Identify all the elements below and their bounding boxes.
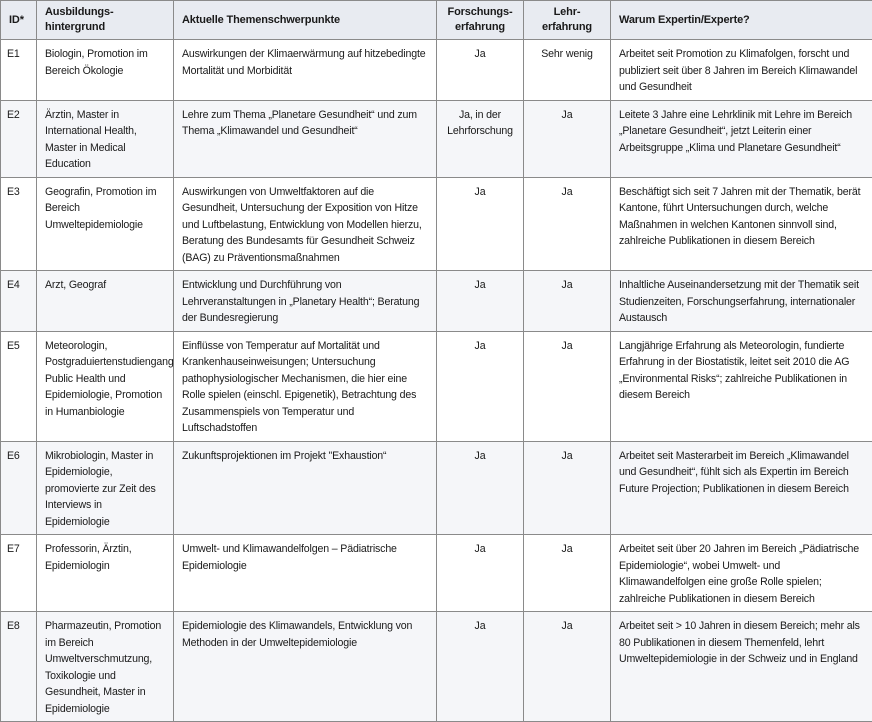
cell-id: E6 xyxy=(1,441,37,535)
cell-research: Ja xyxy=(437,612,524,722)
cell-research: Ja, in der Lehrforschung xyxy=(437,100,524,177)
cell-topics: Einflüsse von Temperatur auf Mortalität und Krankenhauseinweisungen; Untersuchung pathophysiologischer Mechanismen, die hier eine Rolle spielen (einschl. Epigenetik), Betrachtung des Zusammenspiels von Temperatur und Luftschadstoffen xyxy=(174,331,437,441)
cell-background: Pharmazeutin, Promotion im Bereich Umweltverschmutzung, Toxikologie und Gesundheit, Master in Epidemiologie xyxy=(37,612,174,722)
cell-background: Professorin, Ärztin, Epidemiologin xyxy=(37,535,174,612)
header-topics: Aktuelle Themenschwerpunkte xyxy=(174,1,437,40)
cell-research: Ja xyxy=(437,40,524,101)
cell-topics: Auswirkungen der Klimaerwärmung auf hitzebedingte Mortalität und Morbidität xyxy=(174,40,437,101)
cell-topics: Entwicklung und Durchführung von Lehrveranstaltungen in „Planetary Health“; Beratung der Bundesregierung xyxy=(174,271,437,332)
header-id: ID* xyxy=(1,1,37,40)
cell-teaching: Ja xyxy=(524,177,611,271)
header-row xyxy=(1,1,872,40)
cell-why: Inhaltliche Auseinandersetzung mit der Thematik seit Studienzeiten, Forschungserfahrung, internationaler Austausch xyxy=(611,271,872,332)
cell-id: E1 xyxy=(1,40,37,101)
cell-why: Arbeitet seit Masterarbeit im Bereich „Klimawandel und Gesundheit“, fühlt sich als Expertin im Bereich Future Projection; Publikationen in diesem Bereich xyxy=(611,441,872,535)
table-header xyxy=(1,1,872,40)
cell-teaching: Ja xyxy=(524,271,611,332)
cell-id: E3 xyxy=(1,177,37,271)
table-row xyxy=(1,177,872,271)
cell-topics: Umwelt- und Klimawandelfolgen – Pädiatrische Epidemiologie xyxy=(174,535,437,612)
cell-background: Meteorologin, Postgraduiertenstudiengang Public Health und Epidemiologie, Promotion in Humanbiologie xyxy=(37,331,174,441)
cell-id: E4 xyxy=(1,271,37,332)
cell-id: E7 xyxy=(1,535,37,612)
cell-research: Ja xyxy=(437,177,524,271)
table-row xyxy=(1,441,872,535)
header-background: Ausbildungs- hintergrund xyxy=(37,1,174,40)
table-row xyxy=(1,271,872,332)
cell-id: E8 xyxy=(1,612,37,722)
cell-teaching: Sehr wenig xyxy=(524,40,611,101)
cell-teaching: Ja xyxy=(524,612,611,722)
cell-why: Arbeitet seit > 10 Jahren in diesem Bereich; mehr als 80 Publikationen in diesem Themenfeld, lehrt Umweltepidemiologie in der Schweiz und in England xyxy=(611,612,872,722)
cell-topics: Auswirkungen von Umweltfaktoren auf die Gesundheit, Untersuchung der Exposition von Hitze und Luftbelastung, Entwicklung von Modellen hierzu, Beratung des Bundesamts für Gesundheit Schweiz (BAG) zu Präventionsmaßnahmen xyxy=(174,177,437,271)
header-research: Forschungs- erfahrung xyxy=(437,1,524,40)
cell-id: E2 xyxy=(1,100,37,177)
table-row xyxy=(1,535,872,612)
header-why: Warum Expertin/Experte? xyxy=(611,1,872,40)
cell-why: Leitete 3 Jahre eine Lehrklinik mit Lehre im Bereich „Planetare Gesundheit“, jetzt Leiterin einer Arbeitsgruppe „Klima und Planetare Gesundheit“ xyxy=(611,100,872,177)
cell-topics: Epidemiologie des Klimawandels, Entwicklung von Methoden in der Umweltepidemiologie xyxy=(174,612,437,722)
cell-research: Ja xyxy=(437,331,524,441)
table-row xyxy=(1,331,872,441)
cell-background: Arzt, Geograf xyxy=(37,271,174,332)
cell-teaching: Ja xyxy=(524,100,611,177)
table-row xyxy=(1,40,872,101)
cell-teaching: Ja xyxy=(524,331,611,441)
cell-id: E5 xyxy=(1,331,37,441)
table-row xyxy=(1,100,872,177)
header-teaching: Lehr- erfahrung xyxy=(524,1,611,40)
cell-research: Ja xyxy=(437,271,524,332)
cell-background: Geografin, Promotion im Bereich Umweltepidemiologie xyxy=(37,177,174,271)
cell-topics: Zukunftsprojektionen im Projekt "Exhaustion“ xyxy=(174,441,437,535)
cell-why: Beschäftigt sich seit 7 Jahren mit der Thematik, berät Kantone, führt Untersuchungen durch, welche Maßnahmen in welchen Kantonen sinnvoll sind, zahlreiche Publikationen in diesem Bereich xyxy=(611,177,872,271)
cell-background: Biologin, Promotion im Bereich Ökologie xyxy=(37,40,174,101)
cell-research: Ja xyxy=(437,535,524,612)
cell-background: Ärztin, Master in International Health, Master in Medical Education xyxy=(37,100,174,177)
cell-why: Arbeitet seit über 20 Jahren im Bereich „Pädiatrische Epidemiologie“, wobei Umwelt- und Klimawandelfolgen eine große Rolle spielen; zahlreiche Publikationen in diesem Bereich xyxy=(611,535,872,612)
cell-teaching: Ja xyxy=(524,441,611,535)
cell-background: Mikrobiologin, Master in Epidemiologie, promovierte zur Zeit des Interviews in Epidemiologie xyxy=(37,441,174,535)
cell-topics: Lehre zum Thema „Planetare Gesundheit“ und zum Thema „Klimawandel und Gesundheit“ xyxy=(174,100,437,177)
table-row xyxy=(1,612,872,722)
cell-research: Ja xyxy=(437,441,524,535)
cell-teaching: Ja xyxy=(524,535,611,612)
cell-why: Langjährige Erfahrung als Meteorologin, fundierte Erfahrung in der Biostatistik, leitet seit 2010 die AG „Environmental Risks“; zahlreiche Publikationen in diesem Bereich xyxy=(611,331,872,441)
cell-why: Arbeitet seit Promotion zu Klimafolgen, forscht und publiziert seit über 8 Jahren im Bereich Klimawandel und Gesundheit xyxy=(611,40,872,101)
table-body xyxy=(1,40,872,722)
